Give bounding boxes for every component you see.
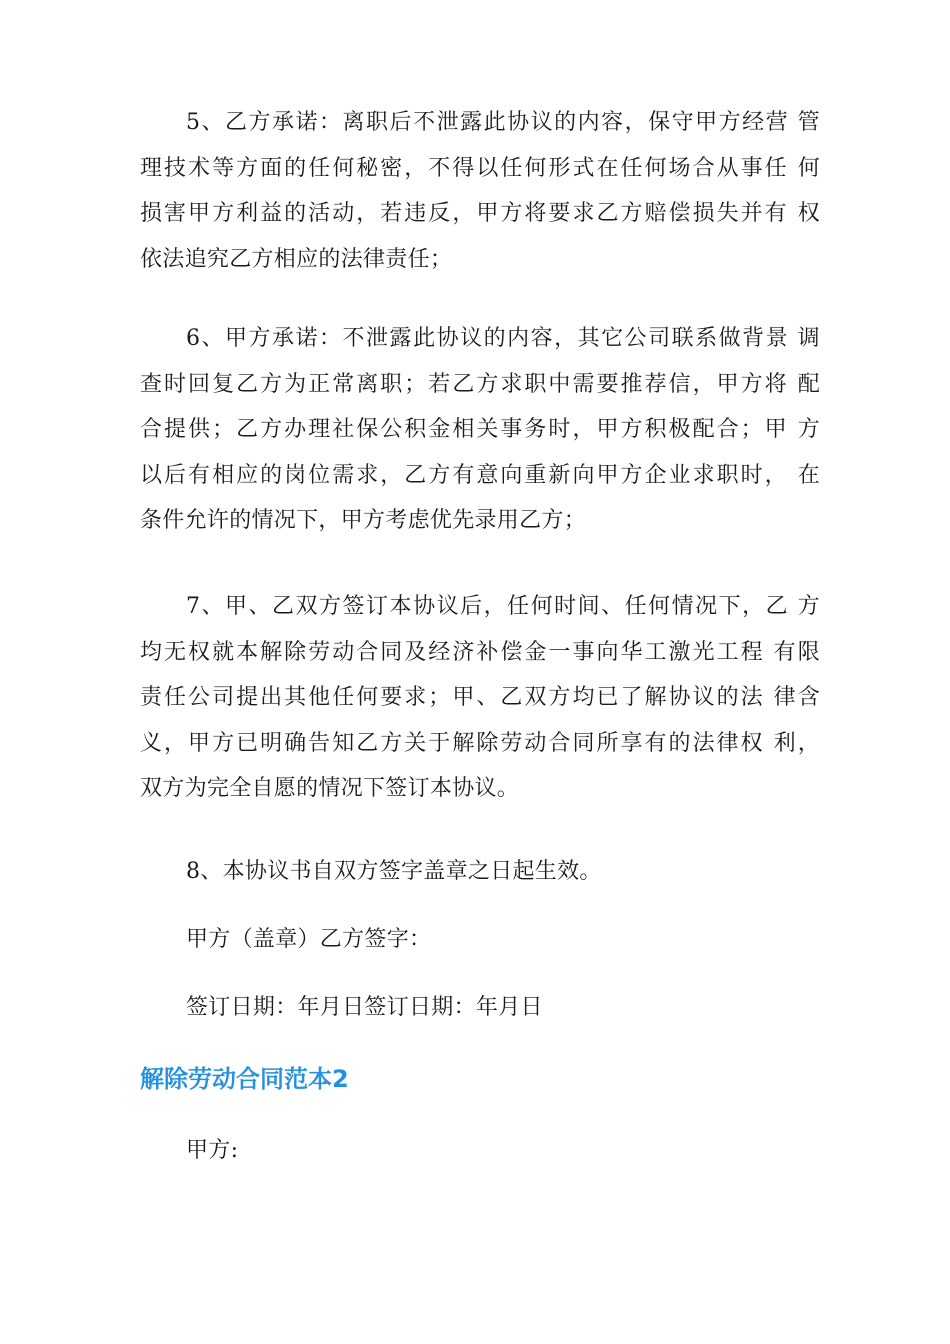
paragraph-7 <box>140 584 820 812</box>
date-line: 签订日期：年月日签订日期：年月日 <box>186 995 543 1020</box>
paragraph-line: 双方为完全自愿的情况下签订本协议。 <box>140 776 520 802</box>
paragraph-6 <box>140 316 820 544</box>
paragraph-line: 依法追究乙方相应的法律责任； <box>140 246 453 272</box>
paragraph-line: 损害甲方利益的活动，若违反，甲方将要求乙方赔偿损失并有 权 <box>140 201 820 227</box>
paragraph-line: 6、甲方承诺：不泄露此协议的内容，其它公司联系做背景 调 <box>186 326 820 351</box>
paragraph-line: 理技术等方面的任何秘密，不得以任何形式在任何场合从事任 何 <box>140 155 820 181</box>
signature-line: 甲方（盖章）乙方签字： <box>186 927 432 952</box>
section-heading: 解除劳动合同范本2 <box>140 1065 349 1093</box>
paragraph-line: 条件允许的情况下，甲方考虑优先录用乙方； <box>140 508 587 534</box>
paragraph-line: 责任公司提出其他任何要求；甲、乙双方均已了解协议的法 律含 <box>140 685 820 711</box>
party-a-label: 甲方: <box>186 1138 239 1163</box>
paragraph-line: 义，甲方已明确告知乙方关于解除劳动合同所享有的法律权 利， <box>140 730 820 756</box>
paragraph-8: 8、本协议书自双方签字盖章之日起生效。 <box>186 859 602 884</box>
paragraph-line: 合提供；乙方办理社保公积金相关事务时，甲方积极配合；甲 方 <box>140 417 820 443</box>
paragraph-line: 均无权就本解除劳动合同及经济补偿金一事向华工激光工程 有限 <box>140 639 820 665</box>
paragraph-line: 以后有相应的岗位需求，乙方有意向重新向甲方企业求职时， 在 <box>140 462 820 488</box>
paragraph-5 <box>140 100 820 282</box>
paragraph-line: 查时回复乙方为正常离职；若乙方求职中需要推荐信，甲方将 配 <box>140 371 820 397</box>
paragraph-line: 7、甲、乙双方签订本协议后，任何时间、任何情况下，乙 方 <box>186 594 820 619</box>
paragraph-line: 5、乙方承诺：离职后不泄露此协议的内容，保守甲方经营 管 <box>186 110 820 135</box>
